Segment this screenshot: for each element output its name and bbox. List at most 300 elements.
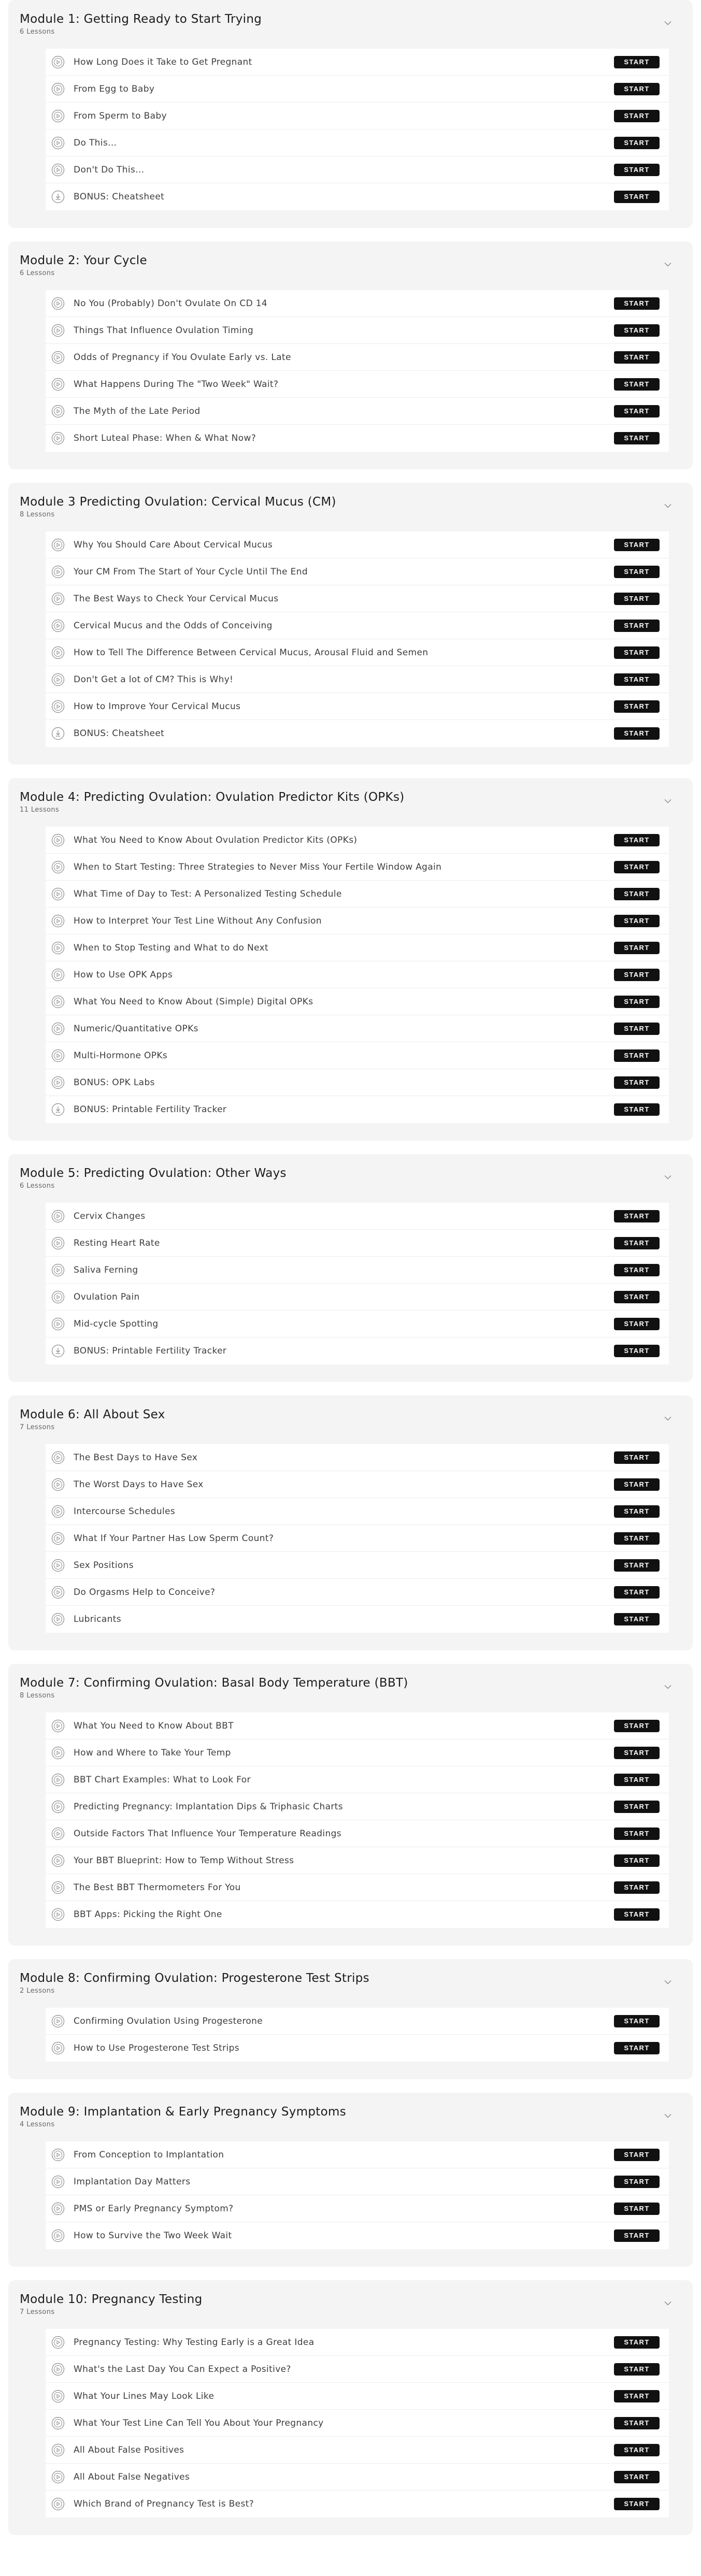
- start-button[interactable]: START: [614, 2498, 660, 2510]
- lesson-row[interactable]: [46, 2329, 669, 2356]
- play-icon: [51, 618, 65, 633]
- module-lesson-count: 11 Lessons: [20, 806, 60, 814]
- download-icon: [51, 726, 65, 741]
- lesson-row[interactable]: [46, 1042, 669, 1069]
- module-header[interactable]: [20, 494, 681, 523]
- lesson-title: Pregnancy Testing: Why Testing Early is a Great Idea: [74, 2337, 314, 2348]
- play-icon: [51, 1477, 65, 1492]
- play-icon: [51, 2443, 65, 2457]
- play-icon: [51, 1209, 65, 1224]
- lesson-title: How to Use OPK Apps: [74, 969, 173, 980]
- lesson-row[interactable]: [46, 639, 669, 666]
- lesson-row[interactable]: [46, 720, 669, 747]
- start-button[interactable]: START: [614, 2417, 660, 2429]
- lesson-row[interactable]: [46, 398, 669, 425]
- start-button[interactable]: START: [614, 1613, 660, 1625]
- play-icon: [51, 1585, 65, 1600]
- play-icon: [51, 2416, 65, 2430]
- module-title: Module 4: Predicting Ovulation: Ovulation Predictor Kits (OPKs): [20, 790, 405, 804]
- lesson-row[interactable]: [46, 881, 669, 908]
- start-button[interactable]: START: [614, 2176, 660, 2188]
- start-button[interactable]: START: [614, 110, 660, 122]
- lesson-title: BONUS: Printable Fertility Tracker: [74, 1346, 227, 1356]
- start-button[interactable]: START: [614, 191, 660, 203]
- play-icon: [51, 1853, 65, 1868]
- lesson-title: PMS or Early Pregnancy Symptom?: [74, 2203, 234, 2214]
- lesson-title: All About False Negatives: [74, 2471, 190, 2482]
- lesson-title: Predicting Pregnancy: Implantation Dips & Triphasic Charts: [74, 1801, 343, 1812]
- module-lesson-count: 7 Lessons: [20, 2308, 55, 2316]
- chevron-down-icon[interactable]: [662, 1680, 674, 1693]
- start-button[interactable]: START: [614, 1264, 660, 1276]
- lesson-row[interactable]: [46, 2195, 669, 2222]
- lesson-row[interactable]: [46, 1766, 669, 1793]
- lesson-row[interactable]: [46, 585, 669, 612]
- lesson-title: The Best Days to Have Sex: [74, 1452, 198, 1463]
- lesson-title: Cervix Changes: [74, 1211, 146, 1221]
- chevron-down-icon[interactable]: [662, 2109, 674, 2122]
- lesson-title: Things That Influence Ovulation Timing: [74, 325, 254, 336]
- lesson-row[interactable]: [46, 1847, 669, 1874]
- module-lesson-count: 8 Lessons: [20, 1692, 55, 1700]
- lesson-list: [46, 1203, 669, 1364]
- play-icon: [51, 914, 65, 928]
- lesson-row[interactable]: [46, 908, 669, 934]
- module-title: Module 10: Pregnancy Testing: [20, 2293, 203, 2306]
- start-button[interactable]: START: [614, 2390, 660, 2402]
- start-button[interactable]: START: [614, 432, 660, 444]
- module-lesson-count: 8 Lessons: [20, 511, 55, 519]
- start-button[interactable]: START: [614, 2149, 660, 2161]
- play-icon: [51, 538, 65, 552]
- play-icon: [51, 1450, 65, 1465]
- lesson-title: What Your Test Line Can Tell You About Your Pregnancy: [74, 2417, 324, 2428]
- start-button[interactable]: START: [614, 1801, 660, 1813]
- lesson-title: Numeric/Quantitative OPKs: [74, 1023, 198, 1034]
- play-icon: [51, 2389, 65, 2404]
- lesson-title: What You Need to Know About BBT: [74, 1720, 234, 1731]
- start-button[interactable]: START: [614, 1881, 660, 1894]
- play-icon: [51, 2175, 65, 2189]
- lesson-title: When to Start Testing: Three Strategies to Never Miss Your Fertile Window Again: [74, 861, 442, 872]
- lesson-title: How to Use Progesterone Test Strips: [74, 2043, 239, 2053]
- module-header[interactable]: [20, 2104, 681, 2133]
- module-card: [8, 2280, 693, 2535]
- lesson-row[interactable]: [46, 425, 669, 452]
- lesson-row[interactable]: [46, 934, 669, 961]
- play-icon: [51, 1531, 65, 1546]
- start-button[interactable]: START: [614, 2203, 660, 2215]
- lesson-title: Ovulation Pain: [74, 1291, 140, 1302]
- start-button[interactable]: START: [614, 83, 660, 95]
- lesson-row[interactable]: [46, 2168, 669, 2195]
- lesson-title: Your CM From The Start of Your Cycle Until The End: [74, 566, 308, 577]
- start-button[interactable]: START: [614, 378, 660, 391]
- start-button[interactable]: START: [614, 888, 660, 900]
- lesson-list: [46, 1444, 669, 1633]
- module-lesson-count: 6 Lessons: [20, 1182, 55, 1190]
- lesson-list: [46, 827, 669, 1123]
- lesson-title: BONUS: Cheatsheet: [74, 192, 165, 202]
- play-icon: [51, 350, 65, 365]
- chevron-down-icon[interactable]: [662, 1412, 674, 1424]
- lesson-row[interactable]: [46, 2437, 669, 2464]
- start-button[interactable]: START: [614, 1478, 660, 1491]
- module-header[interactable]: [20, 2292, 681, 2321]
- lesson-list: [46, 2008, 669, 2062]
- start-button[interactable]: START: [614, 1318, 660, 1330]
- module-title: Module 3 Predicting Ovulation: Cervical Mucus (CM): [20, 495, 336, 509]
- lesson-row[interactable]: [46, 1096, 669, 1123]
- play-icon: [51, 1880, 65, 1895]
- lesson-row[interactable]: [46, 290, 669, 317]
- play-icon: [51, 672, 65, 687]
- lesson-title: Your BBT Blueprint: How to Temp Without Stress: [74, 1855, 294, 1866]
- start-button[interactable]: START: [614, 2042, 660, 2054]
- lesson-row[interactable]: [46, 1471, 669, 1498]
- module-header[interactable]: [20, 1970, 681, 1999]
- module-lesson-count: 2 Lessons: [20, 1987, 55, 1995]
- lesson-title: Don't Get a lot of CM? This is Why!: [74, 674, 234, 685]
- play-icon: [51, 2014, 65, 2028]
- play-icon: [51, 1504, 65, 1519]
- lesson-row[interactable]: [46, 2035, 669, 2062]
- start-button[interactable]: START: [614, 1827, 660, 1840]
- module-title: Module 5: Predicting Ovulation: Other Ways: [20, 1167, 287, 1180]
- play-icon: [51, 1048, 65, 1063]
- lesson-row[interactable]: [46, 1739, 669, 1766]
- lesson-row[interactable]: [46, 1284, 669, 1311]
- download-icon: [51, 190, 65, 204]
- play-icon: [51, 968, 65, 982]
- module-card: [8, 1154, 693, 1382]
- module-title: Module 7: Confirming Ovulation: Basal Body Temperature (BBT): [20, 1676, 408, 1690]
- lesson-row[interactable]: [46, 183, 669, 210]
- start-button[interactable]: START: [614, 2471, 660, 2483]
- lesson-title: Why You Should Care About Cervical Mucus: [74, 539, 273, 550]
- start-button[interactable]: START: [614, 834, 660, 846]
- lesson-row[interactable]: [46, 1230, 669, 1257]
- start-button[interactable]: START: [614, 1747, 660, 1759]
- lesson-row[interactable]: [46, 1203, 669, 1230]
- play-icon: [51, 1236, 65, 1250]
- lesson-title: BONUS: Cheatsheet: [74, 728, 165, 739]
- lesson-list: [46, 531, 669, 747]
- play-icon: [51, 296, 65, 311]
- start-button[interactable]: START: [614, 700, 660, 713]
- start-button[interactable]: START: [614, 1854, 660, 1867]
- start-button[interactable]: START: [614, 566, 660, 578]
- lesson-row[interactable]: [46, 1874, 669, 1901]
- start-button[interactable]: START: [614, 620, 660, 632]
- start-button[interactable]: START: [614, 915, 660, 927]
- lesson-row[interactable]: [46, 49, 669, 76]
- lesson-title: How and Where to Take Your Temp: [74, 1747, 231, 1758]
- lesson-title: What Time of Day to Test: A Personalized Testing Schedule: [74, 888, 342, 899]
- play-icon: [51, 431, 65, 445]
- play-icon: [51, 1317, 65, 1331]
- start-button[interactable]: START: [614, 1103, 660, 1116]
- start-button[interactable]: START: [614, 1505, 660, 1518]
- start-button[interactable]: START: [614, 2363, 660, 2376]
- lesson-row[interactable]: [46, 531, 669, 558]
- lesson-title: The Best Ways to Check Your Cervical Mucus: [74, 593, 279, 604]
- chevron-down-icon[interactable]: [662, 499, 674, 512]
- lesson-title: Outside Factors That Influence Your Temperature Readings: [74, 1828, 341, 1839]
- module-card: [8, 1959, 693, 2079]
- lesson-row[interactable]: [46, 988, 669, 1015]
- module-header[interactable]: [20, 1407, 681, 1436]
- play-icon: [51, 1075, 65, 1090]
- lesson-row[interactable]: [46, 1015, 669, 1042]
- lesson-title: The Worst Days to Have Sex: [74, 1479, 204, 1490]
- start-button[interactable]: START: [614, 861, 660, 873]
- start-button[interactable]: START: [614, 1076, 660, 1089]
- download-icon: [51, 1102, 65, 1117]
- lesson-title: All About False Positives: [74, 2444, 184, 2455]
- lesson-row[interactable]: [46, 1337, 669, 1364]
- start-button[interactable]: START: [614, 405, 660, 418]
- play-icon: [51, 2148, 65, 2162]
- play-icon: [51, 1558, 65, 1573]
- lesson-list: [46, 2329, 669, 2517]
- lesson-row[interactable]: [46, 103, 669, 129]
- module-card: [8, 1664, 693, 1946]
- lesson-row[interactable]: [46, 612, 669, 639]
- module-header[interactable]: [20, 253, 681, 282]
- module-lesson-count: 6 Lessons: [20, 269, 55, 277]
- lesson-title: How to Tell The Difference Between Cervical Mucus, Arousal Fluid and Semen: [74, 647, 428, 658]
- lesson-title: What's the Last Day You Can Expect a Positive?: [74, 2364, 291, 2374]
- start-button[interactable]: START: [614, 324, 660, 337]
- play-icon: [51, 2362, 65, 2377]
- module-card: [8, 2093, 693, 2267]
- lesson-row[interactable]: [46, 129, 669, 156]
- start-button[interactable]: START: [614, 539, 660, 551]
- lesson-list: [46, 1712, 669, 1928]
- chevron-down-icon[interactable]: [662, 1976, 674, 1988]
- play-icon: [51, 2041, 65, 2055]
- lesson-row[interactable]: [46, 1793, 669, 1820]
- lesson-title: Mid-cycle Spotting: [74, 1318, 159, 1329]
- lesson-list: [46, 290, 669, 452]
- lesson-row[interactable]: [46, 2008, 669, 2035]
- lesson-title: How to Improve Your Cervical Mucus: [74, 701, 241, 712]
- lesson-title: What If Your Partner Has Low Sperm Count?: [74, 1533, 274, 1544]
- play-icon: [51, 109, 65, 123]
- play-icon: [51, 2228, 65, 2243]
- lesson-title: Do Orgasms Help to Conceive?: [74, 1587, 216, 1598]
- start-button[interactable]: START: [614, 2229, 660, 2242]
- play-icon: [51, 860, 65, 874]
- module-title: Module 8: Confirming Ovulation: Progesterone Test Strips: [20, 1971, 369, 1985]
- start-button[interactable]: START: [614, 1586, 660, 1599]
- lesson-row[interactable]: [46, 558, 669, 585]
- start-button[interactable]: START: [614, 2336, 660, 2349]
- lesson-row[interactable]: [46, 961, 669, 988]
- start-button[interactable]: START: [614, 969, 660, 981]
- lesson-title: Resting Heart Rate: [74, 1237, 160, 1248]
- start-button[interactable]: START: [614, 1237, 660, 1249]
- lesson-title: Do This...: [74, 137, 117, 148]
- lesson-row[interactable]: [46, 76, 669, 103]
- lesson-title: Which Brand of Pregnancy Test is Best?: [74, 2499, 254, 2509]
- lesson-row[interactable]: [46, 2222, 669, 2249]
- lesson-list: [46, 2141, 669, 2249]
- lesson-row[interactable]: [46, 1606, 669, 1633]
- start-button[interactable]: START: [614, 1023, 660, 1035]
- lesson-list: [46, 49, 669, 210]
- start-button[interactable]: START: [614, 297, 660, 310]
- play-icon: [51, 323, 65, 338]
- lesson-row[interactable]: [46, 693, 669, 720]
- lesson-row[interactable]: [46, 827, 669, 854]
- play-icon: [51, 645, 65, 660]
- lesson-title: Intercourse Schedules: [74, 1506, 176, 1517]
- start-button[interactable]: START: [614, 1049, 660, 1062]
- lesson-row[interactable]: [46, 2141, 669, 2168]
- play-icon: [51, 82, 65, 96]
- start-button[interactable]: START: [614, 646, 660, 659]
- play-icon: [51, 887, 65, 901]
- play-icon: [51, 1907, 65, 1922]
- lesson-row[interactable]: [46, 1444, 669, 1471]
- lesson-row[interactable]: [46, 1901, 669, 1928]
- lesson-title: Confirming Ovulation Using Progesterone: [74, 2016, 263, 2026]
- lesson-row[interactable]: [46, 371, 669, 398]
- lesson-row[interactable]: [46, 1820, 669, 1847]
- lesson-row[interactable]: [46, 2383, 669, 2410]
- play-icon: [51, 1263, 65, 1277]
- module-card: [8, 483, 693, 765]
- start-button[interactable]: START: [614, 1210, 660, 1222]
- lesson-row[interactable]: [46, 1498, 669, 1525]
- lesson-row[interactable]: [46, 344, 669, 371]
- start-button[interactable]: START: [614, 164, 660, 176]
- play-icon: [51, 2497, 65, 2511]
- lesson-row[interactable]: [46, 1712, 669, 1739]
- play-icon: [51, 565, 65, 579]
- start-button[interactable]: START: [614, 2015, 660, 2027]
- start-button[interactable]: START: [614, 1291, 660, 1303]
- start-button[interactable]: START: [614, 2444, 660, 2456]
- module-card: [8, 1395, 693, 1650]
- lesson-title: Lubricants: [74, 1614, 122, 1624]
- lesson-title: Odds of Pregnancy if You Ovulate Early vs. Late: [74, 352, 291, 363]
- module-card: [8, 778, 693, 1141]
- lesson-row[interactable]: [46, 2356, 669, 2383]
- chevron-down-icon[interactable]: [662, 2297, 674, 2309]
- start-button[interactable]: START: [614, 673, 660, 686]
- play-icon: [51, 136, 65, 150]
- play-icon: [51, 1746, 65, 1760]
- start-button[interactable]: START: [614, 137, 660, 149]
- play-icon: [51, 404, 65, 419]
- play-icon: [51, 2201, 65, 2216]
- lesson-title: When to Stop Testing and What to do Next: [74, 942, 269, 953]
- lesson-row[interactable]: [46, 317, 669, 344]
- lesson-row[interactable]: [46, 2410, 669, 2437]
- lesson-title: What Happens During The "Two Week" Wait?: [74, 379, 279, 390]
- start-button[interactable]: START: [614, 593, 660, 605]
- chevron-down-icon[interactable]: [662, 1171, 674, 1183]
- start-button[interactable]: START: [614, 1559, 660, 1572]
- lesson-title: From Sperm to Baby: [74, 110, 167, 121]
- module-header[interactable]: [20, 11, 681, 40]
- module-lesson-count: 7 Lessons: [20, 1423, 55, 1431]
- lesson-title: Cervical Mucus and the Odds of Conceiving: [74, 620, 273, 631]
- chevron-down-icon[interactable]: [662, 258, 674, 270]
- start-button[interactable]: START: [614, 942, 660, 954]
- module-title: Module 1: Getting Ready to Start Trying: [20, 12, 262, 26]
- module-header[interactable]: [20, 1675, 681, 1704]
- start-button[interactable]: START: [614, 1451, 660, 1464]
- chevron-down-icon[interactable]: [662, 795, 674, 807]
- play-icon: [51, 1800, 65, 1814]
- lesson-title: Implantation Day Matters: [74, 2176, 191, 2187]
- lesson-row[interactable]: [46, 1311, 669, 1337]
- lesson-row[interactable]: [46, 1552, 669, 1579]
- lesson-title: From Egg to Baby: [74, 83, 155, 94]
- play-icon: [51, 941, 65, 955]
- module-card: [8, 0, 693, 228]
- lesson-title: The Myth of the Late Period: [74, 406, 201, 416]
- lesson-title: From Conception to Implantation: [74, 2149, 224, 2160]
- lesson-row[interactable]: [46, 1579, 669, 1606]
- lesson-title: The Best BBT Thermometers For You: [74, 1882, 241, 1893]
- module-title: Module 9: Implantation & Early Pregnancy Symptoms: [20, 2105, 346, 2119]
- lesson-title: BONUS: OPK Labs: [74, 1077, 155, 1088]
- start-button[interactable]: START: [614, 1345, 660, 1357]
- lesson-title: Saliva Ferning: [74, 1264, 138, 1275]
- lesson-row[interactable]: [46, 666, 669, 693]
- lesson-row[interactable]: [46, 2464, 669, 2491]
- start-button[interactable]: START: [614, 56, 660, 68]
- start-button[interactable]: START: [614, 727, 660, 740]
- play-icon: [51, 55, 65, 69]
- lesson-title: How to Interpret Your Test Line Without Any Confusion: [74, 915, 322, 926]
- lesson-row[interactable]: [46, 1525, 669, 1552]
- lesson-title: How Long Does it Take to Get Pregnant: [74, 56, 252, 67]
- lesson-title: No You (Probably) Don't Ovulate On CD 14: [74, 298, 268, 309]
- lesson-row[interactable]: [46, 1257, 669, 1284]
- module-header[interactable]: [20, 789, 681, 818]
- lesson-row[interactable]: [46, 854, 669, 881]
- lesson-row[interactable]: [46, 156, 669, 183]
- lesson-title: What You Need to Know About Ovulation Predictor Kits (OPKs): [74, 834, 357, 845]
- lesson-title: Multi-Hormone OPKs: [74, 1050, 168, 1061]
- start-button[interactable]: START: [614, 1774, 660, 1786]
- lesson-title: What You Need to Know About (Simple) Digital OPKs: [74, 996, 313, 1007]
- start-button[interactable]: START: [614, 1532, 660, 1545]
- module-lesson-count: 6 Lessons: [20, 28, 55, 36]
- download-icon: [51, 1344, 65, 1358]
- start-button[interactable]: START: [614, 1720, 660, 1732]
- lesson-title: Sex Positions: [74, 1560, 134, 1571]
- start-button[interactable]: START: [614, 1908, 660, 1921]
- lesson-row[interactable]: [46, 1069, 669, 1096]
- play-icon: [51, 377, 65, 392]
- lesson-row[interactable]: [46, 2491, 669, 2517]
- start-button[interactable]: START: [614, 996, 660, 1008]
- module-header[interactable]: [20, 1165, 681, 1195]
- chevron-down-icon[interactable]: [662, 17, 674, 29]
- play-icon: [51, 2335, 65, 2350]
- start-button[interactable]: START: [614, 351, 660, 364]
- play-icon: [51, 163, 65, 177]
- module-title: Module 6: All About Sex: [20, 1408, 165, 1421]
- module-card: [8, 241, 693, 469]
